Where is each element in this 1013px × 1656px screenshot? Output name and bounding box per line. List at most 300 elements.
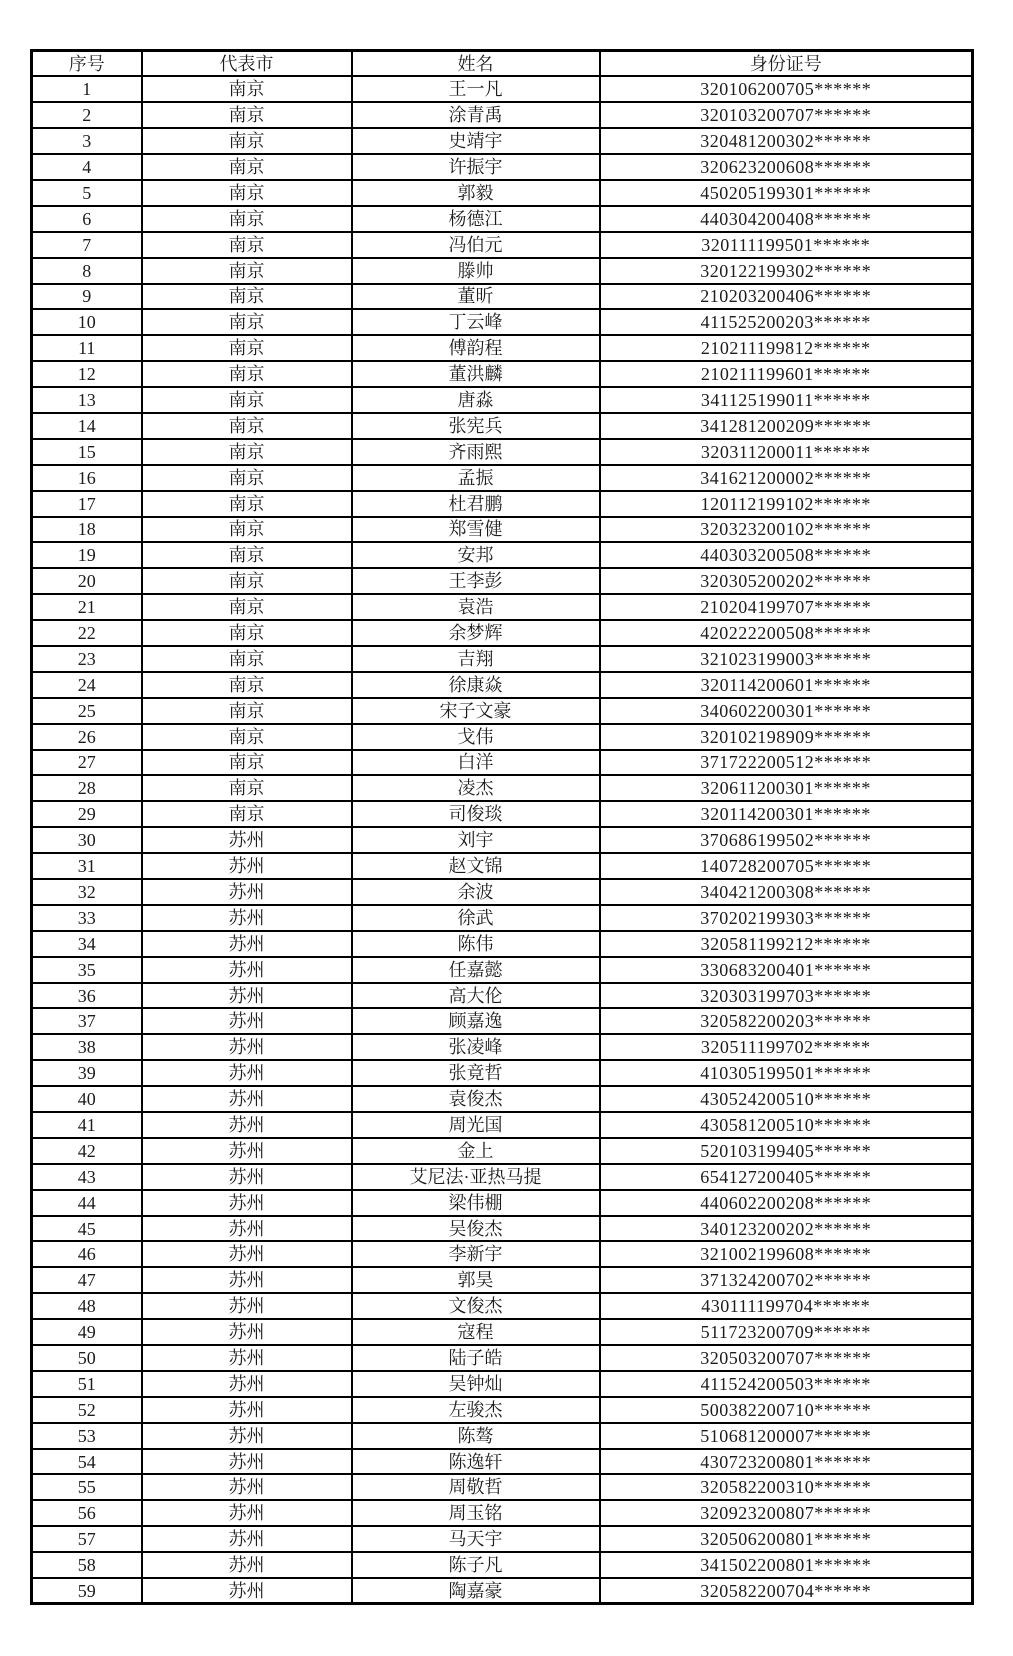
cell-id: 320506200801****** <box>600 1526 973 1552</box>
cell-name: 白洋 <box>352 750 600 776</box>
table-row <box>32 491 973 517</box>
table-row <box>32 879 973 905</box>
table-row <box>32 465 973 491</box>
cell-name: 冯伯元 <box>352 232 600 258</box>
cell-city: 苏州 <box>142 1086 352 1112</box>
cell-id: 320582200310****** <box>600 1474 973 1500</box>
cell-id: 420222200508****** <box>600 620 973 646</box>
cell-id: 320582200203****** <box>600 1008 973 1034</box>
cell-city: 苏州 <box>142 1216 352 1242</box>
column-header-id: 身份证号 <box>600 51 973 77</box>
cell-id: 140728200705****** <box>600 853 973 879</box>
cell-id: 210211199601****** <box>600 361 973 387</box>
cell-name: 陈子凡 <box>352 1552 600 1578</box>
table-row <box>32 568 973 594</box>
table-row <box>32 1034 973 1060</box>
cell-city: 南京 <box>142 284 352 310</box>
cell-city: 南京 <box>142 102 352 128</box>
cell-name: 齐雨熙 <box>352 439 600 465</box>
table-row <box>32 387 973 413</box>
cell-name: 唐淼 <box>352 387 600 413</box>
table-row <box>32 1241 973 1267</box>
cell-id: 320103200707****** <box>600 102 973 128</box>
cell-id: 371324200702****** <box>600 1267 973 1293</box>
cell-name: 马天宇 <box>352 1526 600 1552</box>
table-row <box>32 1319 973 1345</box>
cell-id: 320611200301****** <box>600 775 973 801</box>
cell-city: 南京 <box>142 361 352 387</box>
table-header <box>32 51 973 77</box>
cell-name: 刘宇 <box>352 827 600 853</box>
cell-city: 苏州 <box>142 1449 352 1475</box>
table-row <box>32 1578 973 1604</box>
cell-id: 320581199212****** <box>600 931 973 957</box>
cell-id: 341281200209****** <box>600 413 973 439</box>
cell-seq: 14 <box>32 413 142 439</box>
cell-id: 440303200508****** <box>600 542 973 568</box>
cell-id: 440602200208****** <box>600 1190 973 1216</box>
cell-seq: 44 <box>32 1190 142 1216</box>
cell-name: 梁伟棚 <box>352 1190 600 1216</box>
cell-id: 320623200608****** <box>600 154 973 180</box>
cell-seq: 4 <box>32 154 142 180</box>
cell-seq: 52 <box>32 1397 142 1423</box>
cell-seq: 40 <box>32 1086 142 1112</box>
table-row <box>32 724 973 750</box>
cell-name: 文俊杰 <box>352 1293 600 1319</box>
cell-city: 苏州 <box>142 1500 352 1526</box>
cell-seq: 56 <box>32 1500 142 1526</box>
table-row <box>32 775 973 801</box>
cell-id: 320102198909****** <box>600 724 973 750</box>
cell-name: 董昕 <box>352 284 600 310</box>
cell-seq: 57 <box>32 1526 142 1552</box>
cell-city: 苏州 <box>142 1138 352 1164</box>
cell-id: 410305199501****** <box>600 1060 973 1086</box>
cell-city: 苏州 <box>142 1164 352 1190</box>
table-body <box>32 76 973 1604</box>
table-row <box>32 698 973 724</box>
cell-seq: 17 <box>32 491 142 517</box>
cell-city: 南京 <box>142 672 352 698</box>
cell-id: 654127200405****** <box>600 1164 973 1190</box>
table-row <box>32 1216 973 1242</box>
cell-seq: 49 <box>32 1319 142 1345</box>
cell-name: 陈骜 <box>352 1423 600 1449</box>
cell-seq: 16 <box>32 465 142 491</box>
cell-city: 南京 <box>142 180 352 206</box>
cell-id: 321002199608****** <box>600 1241 973 1267</box>
cell-seq: 1 <box>32 76 142 102</box>
cell-seq: 43 <box>32 1164 142 1190</box>
cell-seq: 39 <box>32 1060 142 1086</box>
cell-name: 陈逸轩 <box>352 1449 600 1475</box>
cell-id: 320106200705****** <box>600 76 973 102</box>
cell-name: 孟振 <box>352 465 600 491</box>
cell-name: 史靖宇 <box>352 128 600 154</box>
cell-name: 郑雪健 <box>352 517 600 543</box>
table-row <box>32 905 973 931</box>
cell-id: 210203200406****** <box>600 284 973 310</box>
cell-city: 苏州 <box>142 1423 352 1449</box>
cell-seq: 28 <box>32 775 142 801</box>
cell-id: 340421200308****** <box>600 879 973 905</box>
cell-seq: 36 <box>32 983 142 1009</box>
cell-id: 320311200011****** <box>600 439 973 465</box>
column-header-city: 代表市 <box>142 51 352 77</box>
cell-name: 徐武 <box>352 905 600 931</box>
cell-id: 341621200002****** <box>600 465 973 491</box>
cell-city: 苏州 <box>142 853 352 879</box>
cell-seq: 38 <box>32 1034 142 1060</box>
table-row <box>32 439 973 465</box>
cell-seq: 25 <box>32 698 142 724</box>
cell-city: 南京 <box>142 128 352 154</box>
cell-seq: 26 <box>32 724 142 750</box>
table-row <box>32 517 973 543</box>
cell-name: 陶嘉豪 <box>352 1578 600 1604</box>
cell-id: 320303199703****** <box>600 983 973 1009</box>
cell-seq: 9 <box>32 284 142 310</box>
table-row <box>32 827 973 853</box>
cell-seq: 47 <box>32 1267 142 1293</box>
cell-name: 郭昊 <box>352 1267 600 1293</box>
cell-name: 张竟哲 <box>352 1060 600 1086</box>
cell-seq: 42 <box>32 1138 142 1164</box>
cell-city: 南京 <box>142 154 352 180</box>
cell-id: 411524200503****** <box>600 1371 973 1397</box>
cell-city: 苏州 <box>142 1293 352 1319</box>
cell-city: 苏州 <box>142 1034 352 1060</box>
cell-id: 320323200102****** <box>600 517 973 543</box>
cell-seq: 24 <box>32 672 142 698</box>
cell-name: 丁云峰 <box>352 309 600 335</box>
cell-name: 袁俊杰 <box>352 1086 600 1112</box>
cell-city: 南京 <box>142 335 352 361</box>
cell-city: 苏州 <box>142 1578 352 1604</box>
cell-name: 董洪麟 <box>352 361 600 387</box>
column-header-name: 姓名 <box>352 51 600 77</box>
cell-name: 王一凡 <box>352 76 600 102</box>
cell-name: 凌杰 <box>352 775 600 801</box>
cell-seq: 27 <box>32 750 142 776</box>
cell-seq: 12 <box>32 361 142 387</box>
cell-name: 滕帅 <box>352 258 600 284</box>
cell-name: 司俊琰 <box>352 801 600 827</box>
cell-seq: 50 <box>32 1345 142 1371</box>
table-row <box>32 672 973 698</box>
cell-city: 南京 <box>142 594 352 620</box>
cell-seq: 18 <box>32 517 142 543</box>
cell-city: 苏州 <box>142 1552 352 1578</box>
table-row <box>32 1267 973 1293</box>
cell-id: 320582200704****** <box>600 1578 973 1604</box>
cell-city: 苏州 <box>142 1112 352 1138</box>
table-row <box>32 1526 973 1552</box>
cell-id: 320305200202****** <box>600 568 973 594</box>
cell-seq: 6 <box>32 206 142 232</box>
cell-city: 苏州 <box>142 1060 352 1086</box>
cell-name: 郭毅 <box>352 180 600 206</box>
table-row <box>32 957 973 983</box>
cell-city: 南京 <box>142 568 352 594</box>
cell-city: 苏州 <box>142 983 352 1009</box>
cell-city: 南京 <box>142 232 352 258</box>
cell-city: 南京 <box>142 309 352 335</box>
roster-table <box>30 49 974 1605</box>
cell-seq: 21 <box>32 594 142 620</box>
table-row <box>32 1474 973 1500</box>
cell-name: 寇程 <box>352 1319 600 1345</box>
cell-name: 傅韵程 <box>352 335 600 361</box>
cell-city: 南京 <box>142 491 352 517</box>
cell-city: 苏州 <box>142 1371 352 1397</box>
cell-id: 430723200801****** <box>600 1449 973 1475</box>
cell-name: 陆子皓 <box>352 1345 600 1371</box>
cell-id: 370686199502****** <box>600 827 973 853</box>
cell-seq: 58 <box>32 1552 142 1578</box>
table-row <box>32 1423 973 1449</box>
cell-id: 510681200007****** <box>600 1423 973 1449</box>
table-row <box>32 750 973 776</box>
table-row <box>32 1008 973 1034</box>
header-row <box>32 51 973 77</box>
cell-seq: 54 <box>32 1449 142 1475</box>
table-row <box>32 931 973 957</box>
cell-name: 周玉铭 <box>352 1500 600 1526</box>
cell-seq: 59 <box>32 1578 142 1604</box>
cell-city: 南京 <box>142 465 352 491</box>
cell-seq: 53 <box>32 1423 142 1449</box>
cell-name: 金上 <box>352 1138 600 1164</box>
cell-seq: 35 <box>32 957 142 983</box>
cell-name: 许振宇 <box>352 154 600 180</box>
cell-city: 南京 <box>142 206 352 232</box>
cell-seq: 8 <box>32 258 142 284</box>
table-row <box>32 1552 973 1578</box>
cell-id: 340123200202****** <box>600 1216 973 1242</box>
cell-seq: 5 <box>32 180 142 206</box>
table-row <box>32 1371 973 1397</box>
cell-name: 安邦 <box>352 542 600 568</box>
cell-city: 南京 <box>142 387 352 413</box>
cell-id: 411525200203****** <box>600 309 973 335</box>
cell-id: 320511199702****** <box>600 1034 973 1060</box>
cell-city: 苏州 <box>142 1526 352 1552</box>
cell-id: 330683200401****** <box>600 957 973 983</box>
cell-name: 周敬哲 <box>352 1474 600 1500</box>
cell-name: 吴钟灿 <box>352 1371 600 1397</box>
cell-city: 南京 <box>142 258 352 284</box>
cell-name: 艾尼法·亚热马提 <box>352 1164 600 1190</box>
cell-name: 宋子文豪 <box>352 698 600 724</box>
column-header-seq: 序号 <box>32 51 142 77</box>
table-row <box>32 1086 973 1112</box>
cell-seq: 10 <box>32 309 142 335</box>
table-row <box>32 232 973 258</box>
cell-id: 340602200301****** <box>600 698 973 724</box>
cell-name: 徐康焱 <box>352 672 600 698</box>
cell-name: 涂青禹 <box>352 102 600 128</box>
cell-name: 吴俊杰 <box>352 1216 600 1242</box>
cell-id: 450205199301****** <box>600 180 973 206</box>
table-row <box>32 1138 973 1164</box>
table-row <box>32 983 973 1009</box>
cell-city: 苏州 <box>142 1008 352 1034</box>
table-row <box>32 284 973 310</box>
cell-id: 321023199003****** <box>600 646 973 672</box>
cell-name: 顾嘉逸 <box>352 1008 600 1034</box>
table-row <box>32 1112 973 1138</box>
table-row <box>32 413 973 439</box>
cell-city: 南京 <box>142 775 352 801</box>
cell-city: 南京 <box>142 76 352 102</box>
cell-seq: 23 <box>32 646 142 672</box>
cell-city: 南京 <box>142 646 352 672</box>
cell-name: 周光国 <box>352 1112 600 1138</box>
cell-seq: 37 <box>32 1008 142 1034</box>
cell-id: 320481200302****** <box>600 128 973 154</box>
cell-id: 320122199302****** <box>600 258 973 284</box>
cell-id: 320503200707****** <box>600 1345 973 1371</box>
cell-name: 任嘉懿 <box>352 957 600 983</box>
cell-id: 210204199707****** <box>600 594 973 620</box>
cell-city: 苏州 <box>142 879 352 905</box>
cell-seq: 45 <box>32 1216 142 1242</box>
cell-seq: 51 <box>32 1371 142 1397</box>
table-row <box>32 801 973 827</box>
table-row <box>32 646 973 672</box>
cell-seq: 7 <box>32 232 142 258</box>
cell-city: 苏州 <box>142 957 352 983</box>
cell-id: 430524200510****** <box>600 1086 973 1112</box>
table-row <box>32 154 973 180</box>
cell-seq: 30 <box>32 827 142 853</box>
table-row <box>32 335 973 361</box>
cell-seq: 31 <box>32 853 142 879</box>
cell-name: 王李彭 <box>352 568 600 594</box>
cell-name: 戈伟 <box>352 724 600 750</box>
cell-city: 南京 <box>142 750 352 776</box>
cell-city: 南京 <box>142 801 352 827</box>
cell-id: 430581200510****** <box>600 1112 973 1138</box>
cell-seq: 19 <box>32 542 142 568</box>
table-row <box>32 1397 973 1423</box>
cell-seq: 33 <box>32 905 142 931</box>
cell-seq: 22 <box>32 620 142 646</box>
cell-name: 杨德江 <box>352 206 600 232</box>
cell-city: 南京 <box>142 724 352 750</box>
cell-city: 苏州 <box>142 1241 352 1267</box>
table-row <box>32 361 973 387</box>
cell-name: 高大伦 <box>352 983 600 1009</box>
cell-seq: 46 <box>32 1241 142 1267</box>
table-row <box>32 1345 973 1371</box>
table-row <box>32 1449 973 1475</box>
cell-seq: 2 <box>32 102 142 128</box>
table-row <box>32 542 973 568</box>
cell-city: 苏州 <box>142 905 352 931</box>
cell-id: 320111199501****** <box>600 232 973 258</box>
cell-seq: 34 <box>32 931 142 957</box>
cell-city: 南京 <box>142 542 352 568</box>
cell-city: 苏州 <box>142 1319 352 1345</box>
cell-city: 南京 <box>142 698 352 724</box>
cell-city: 苏州 <box>142 1190 352 1216</box>
cell-id: 440304200408****** <box>600 206 973 232</box>
table-row <box>32 180 973 206</box>
cell-seq: 11 <box>32 335 142 361</box>
cell-name: 陈伟 <box>352 931 600 957</box>
cell-name: 吉翔 <box>352 646 600 672</box>
table-row <box>32 128 973 154</box>
cell-name: 赵文锦 <box>352 853 600 879</box>
cell-seq: 15 <box>32 439 142 465</box>
cell-seq: 20 <box>32 568 142 594</box>
cell-id: 341502200801****** <box>600 1552 973 1578</box>
cell-id: 371722200512****** <box>600 750 973 776</box>
cell-city: 苏州 <box>142 1267 352 1293</box>
cell-id: 320114200601****** <box>600 672 973 698</box>
cell-name: 余波 <box>352 879 600 905</box>
table-row <box>32 206 973 232</box>
table-row <box>32 309 973 335</box>
table-row <box>32 258 973 284</box>
cell-id: 370202199303****** <box>600 905 973 931</box>
table-row <box>32 102 973 128</box>
cell-id: 320114200301****** <box>600 801 973 827</box>
cell-name: 张宪兵 <box>352 413 600 439</box>
cell-city: 苏州 <box>142 931 352 957</box>
cell-id: 210211199812****** <box>600 335 973 361</box>
table-row <box>32 1293 973 1319</box>
cell-id: 511723200709****** <box>600 1319 973 1345</box>
table-row <box>32 76 973 102</box>
cell-city: 南京 <box>142 439 352 465</box>
cell-name: 李新宇 <box>352 1241 600 1267</box>
table-row <box>32 1190 973 1216</box>
cell-city: 苏州 <box>142 1474 352 1500</box>
cell-seq: 29 <box>32 801 142 827</box>
cell-city: 苏州 <box>142 1397 352 1423</box>
cell-name: 余梦辉 <box>352 620 600 646</box>
cell-seq: 41 <box>32 1112 142 1138</box>
table-row <box>32 594 973 620</box>
cell-seq: 3 <box>32 128 142 154</box>
cell-name: 杜君鹏 <box>352 491 600 517</box>
cell-seq: 55 <box>32 1474 142 1500</box>
cell-seq: 13 <box>32 387 142 413</box>
cell-city: 南京 <box>142 413 352 439</box>
cell-city: 苏州 <box>142 827 352 853</box>
table-row <box>32 1060 973 1086</box>
cell-name: 张凌峰 <box>352 1034 600 1060</box>
cell-id: 120112199102****** <box>600 491 973 517</box>
table-row <box>32 853 973 879</box>
cell-city: 南京 <box>142 620 352 646</box>
cell-name: 袁浩 <box>352 594 600 620</box>
cell-city: 南京 <box>142 517 352 543</box>
cell-city: 苏州 <box>142 1345 352 1371</box>
cell-id: 430111199704****** <box>600 1293 973 1319</box>
cell-name: 左骏杰 <box>352 1397 600 1423</box>
cell-id: 500382200710****** <box>600 1397 973 1423</box>
table-row <box>32 1500 973 1526</box>
cell-id: 341125199011****** <box>600 387 973 413</box>
cell-id: 520103199405****** <box>600 1138 973 1164</box>
table-row <box>32 620 973 646</box>
cell-seq: 48 <box>32 1293 142 1319</box>
